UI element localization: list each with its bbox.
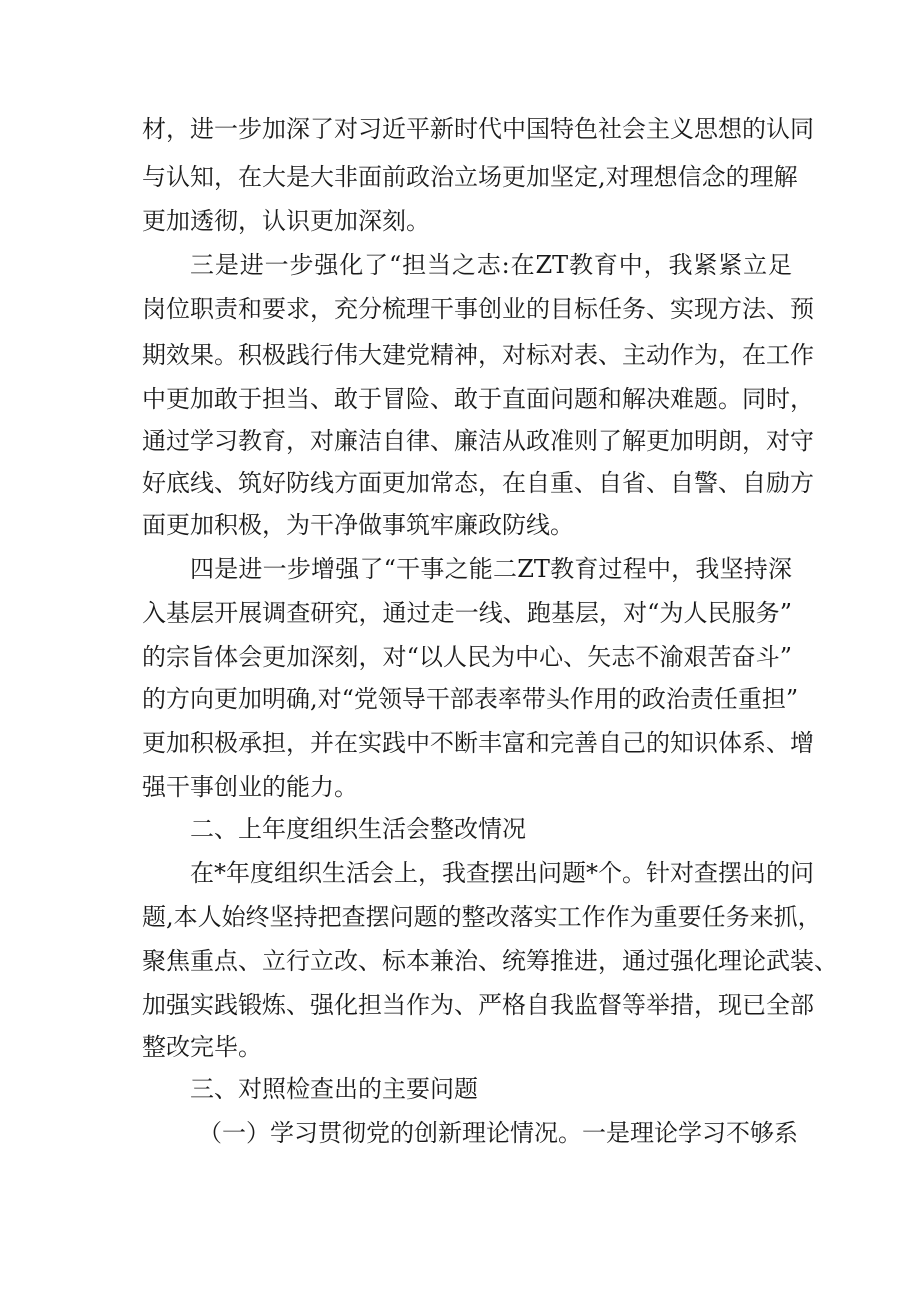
text-line: 与认知，在大是大非面前政治立场更加坚定,对理想信念的理解: [142, 163, 798, 191]
text-line: 材，进一步加深了对习近平新时代中国特色社会主义思想的认同: [142, 115, 814, 143]
text-line: 强干事创业的能力。: [142, 773, 358, 801]
text-line: 岗位职责和要求，充分梳理干事创业的目标任务、实现方法、预: [142, 295, 814, 323]
text-line: 更加积极承担，并在实践中不断丰富和完善自己的知识体系、增: [142, 729, 814, 757]
text-line: 中更加敢于担当、敢于冒险、敢于直面问题和解决难题。同时，: [142, 385, 814, 413]
text-line: 通过学习教育，对廉洁自律、廉洁从政准则了解更加明朗，对守: [142, 427, 814, 455]
text-line: 的方向更加明确,对“党领导干部表率带头作用的政治责任重担”: [142, 685, 799, 713]
text-line: 好底线、筑好防线方面更加常态，在自重、自省、自警、自励方: [142, 469, 814, 497]
paragraph-first-line: 在*年度组织生活会上，我查摆出问题*个。针对查摆出的问: [190, 859, 814, 887]
text-line: 入基层开展调查研究，通过走一线、跑基层，对“为人民服务”: [142, 599, 792, 627]
text-line: 面更加积极，为干净做事筑牢廉政防线。: [142, 511, 574, 539]
text-line: 整改完毕。: [142, 1033, 262, 1061]
sub-section-heading: （一）学习贯彻党的创新理论情况。一是理论学习不够系: [198, 1119, 798, 1147]
section-heading: 二、上年度组织生活会整改情况: [190, 815, 526, 843]
section-heading: 三、对照检查出的主要问题: [190, 1075, 478, 1103]
text-line: 更加透彻，认识更加深刻。: [142, 207, 430, 235]
text-line: 聚焦重点、立行立改、标本兼治、统筹推进，通过强化理论武装、: [142, 947, 838, 975]
text-line: 加强实践锻炼、强化担当作为、严格自我监督等举措，现已全部: [142, 991, 814, 1019]
text-line: 期效果。积极践行伟大建党精神，对标对表、主动作为，在工作: [142, 341, 814, 369]
text-line: 题,本人始终坚持把查摆问题的整改落实工作作为重要任务来抓，: [142, 903, 822, 931]
paragraph-first-line: 四是进一步增强了“干事之能二ZT教育过程中，我坚持深: [190, 555, 792, 583]
paragraph-first-line: 三是进一步强化了“担当之志:在ZT教育中，我紧紧立足: [190, 251, 792, 279]
text-line: 的宗旨体会更加深刻，对“以人民为中心、矢志不渝艰苦奋斗”: [142, 643, 792, 671]
